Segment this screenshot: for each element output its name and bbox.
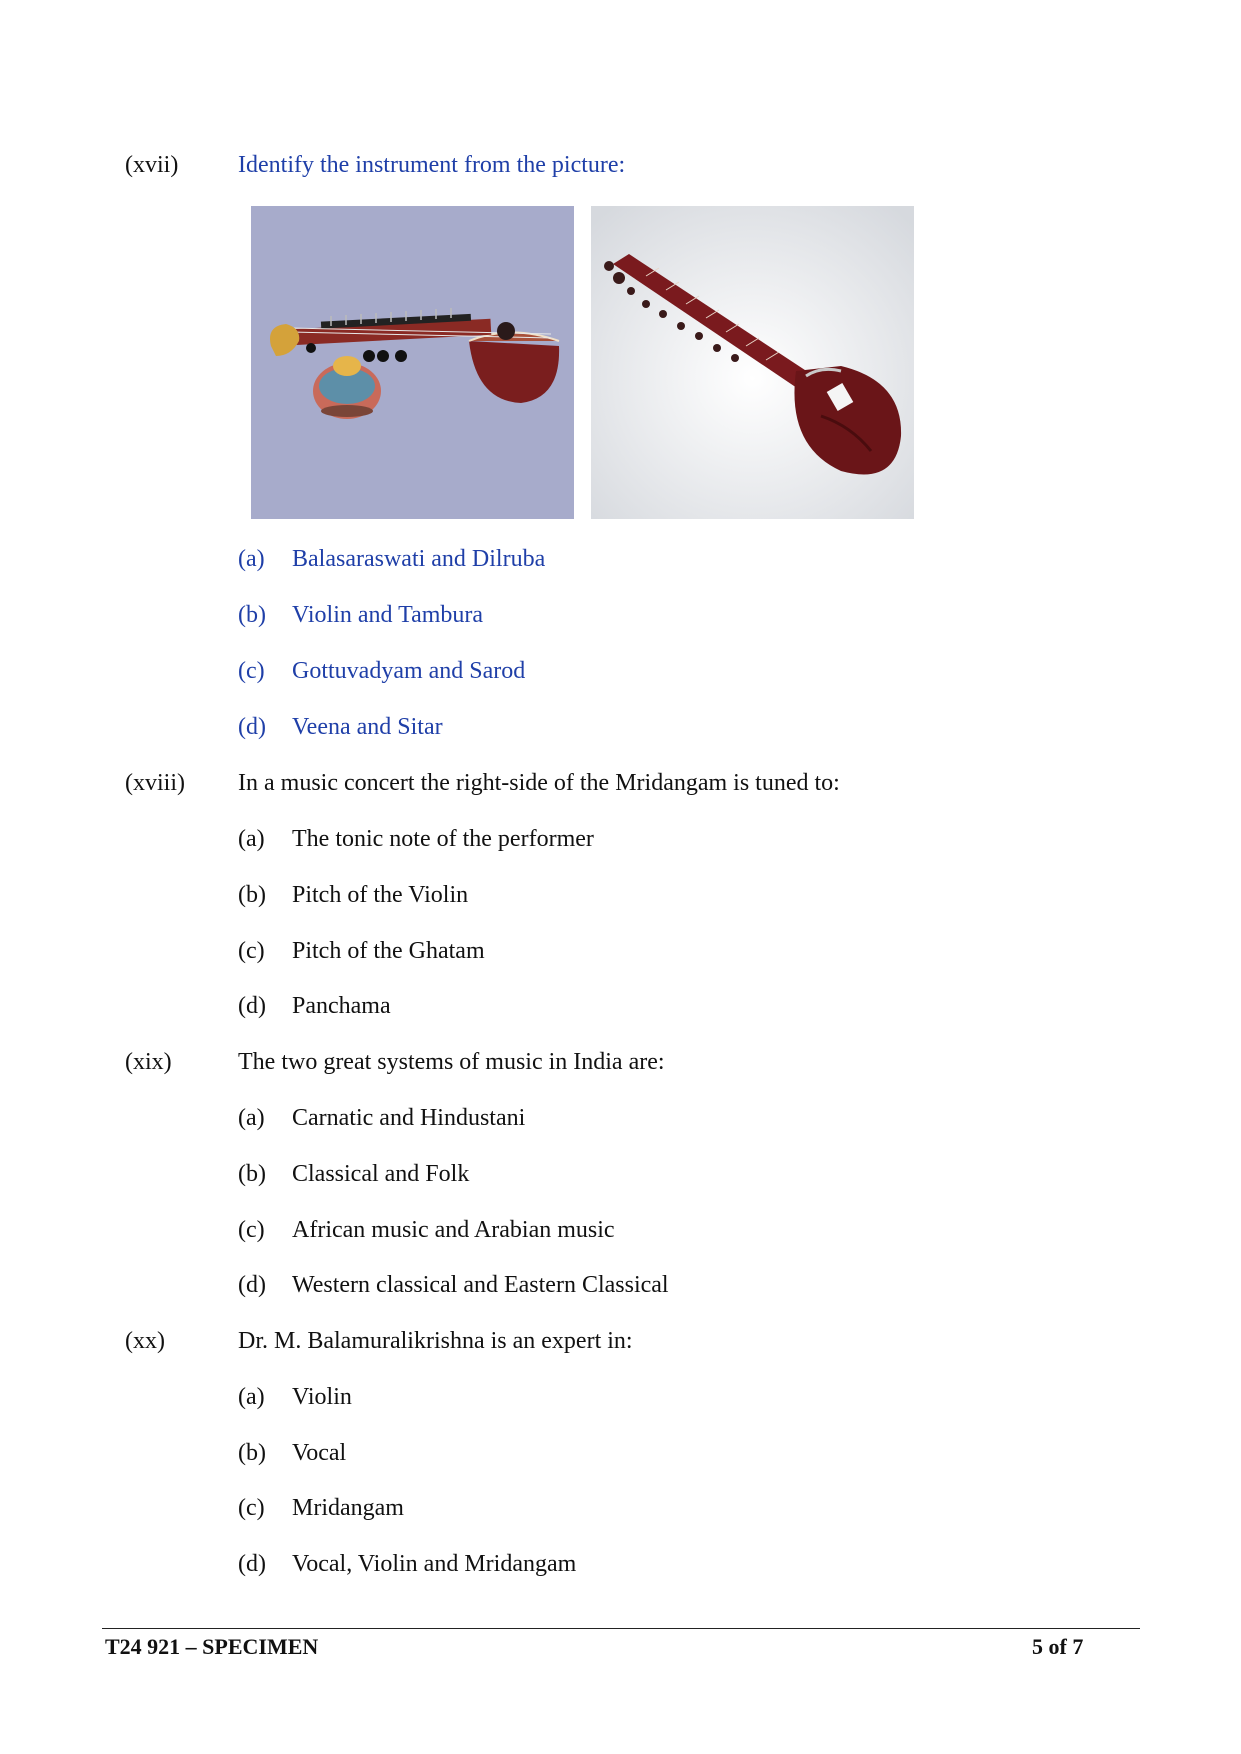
option-text: Veena and Sitar — [292, 714, 443, 740]
option-text: Gottuvadyam and Sarod — [292, 658, 526, 684]
veena-picture — [251, 206, 574, 519]
option-letter: (a) — [238, 826, 265, 852]
option-letter: (c) — [238, 1495, 265, 1521]
option-text: Vocal — [292, 1440, 347, 1466]
option-text: Balasaraswati and Dilruba — [292, 546, 546, 572]
option-text: Mridangam — [292, 1495, 404, 1521]
footer-paper-code: T24 921 – SPECIMEN — [105, 1634, 319, 1659]
option-text: Panchama — [292, 993, 391, 1019]
option-letter: (c) — [238, 658, 265, 684]
option-letter: (b) — [238, 1440, 266, 1466]
option-letter: (b) — [238, 1161, 266, 1187]
option-letter: (a) — [238, 1384, 265, 1410]
footer-page-number: 5 of 7 — [1032, 1634, 1084, 1659]
question-text-xviii: In a music concert the right-side of the Mridangam is tuned to: — [238, 770, 840, 796]
footer-divider — [102, 1628, 1140, 1629]
option-letter: (d) — [238, 714, 266, 740]
question-text-xx: Dr. M. Balamuralikrishna is an expert in: — [238, 1328, 633, 1354]
option-text: African music and Arabian music — [292, 1217, 615, 1243]
option-letter: (a) — [238, 1105, 265, 1131]
option-letter: (b) — [238, 882, 266, 908]
option-letter: (c) — [238, 1217, 265, 1243]
option-text: The tonic note of the performer — [292, 826, 594, 852]
option-text: Western classical and Eastern Classical — [292, 1272, 669, 1298]
question-text-xvii: Identify the instrument from the picture: — [238, 152, 626, 178]
option-letter: (a) — [238, 546, 265, 572]
option-text: Violin — [292, 1384, 352, 1410]
option-text: Classical and Folk — [292, 1161, 470, 1187]
option-text: Pitch of the Ghatam — [292, 938, 485, 964]
option-text: Vocal, Violin and Mridangam — [292, 1551, 577, 1577]
question-number-xix: (xix) — [125, 1049, 172, 1075]
option-letter: (d) — [238, 993, 266, 1019]
question-text-xix: The two great systems of music in India are: — [238, 1049, 665, 1075]
question-number-xvii: (xvii) — [125, 152, 179, 178]
question-number-xviii: (xviii) — [125, 770, 185, 796]
option-letter: (c) — [238, 938, 265, 964]
sitar-picture — [591, 206, 914, 519]
option-text: Violin and Tambura — [292, 602, 484, 628]
option-letter: (b) — [238, 602, 266, 628]
option-letter: (d) — [238, 1272, 266, 1298]
question-number-xx: (xx) — [125, 1328, 165, 1354]
option-text: Carnatic and Hindustani — [292, 1105, 526, 1131]
option-letter: (d) — [238, 1551, 266, 1577]
option-text: Pitch of the Violin — [292, 882, 469, 908]
